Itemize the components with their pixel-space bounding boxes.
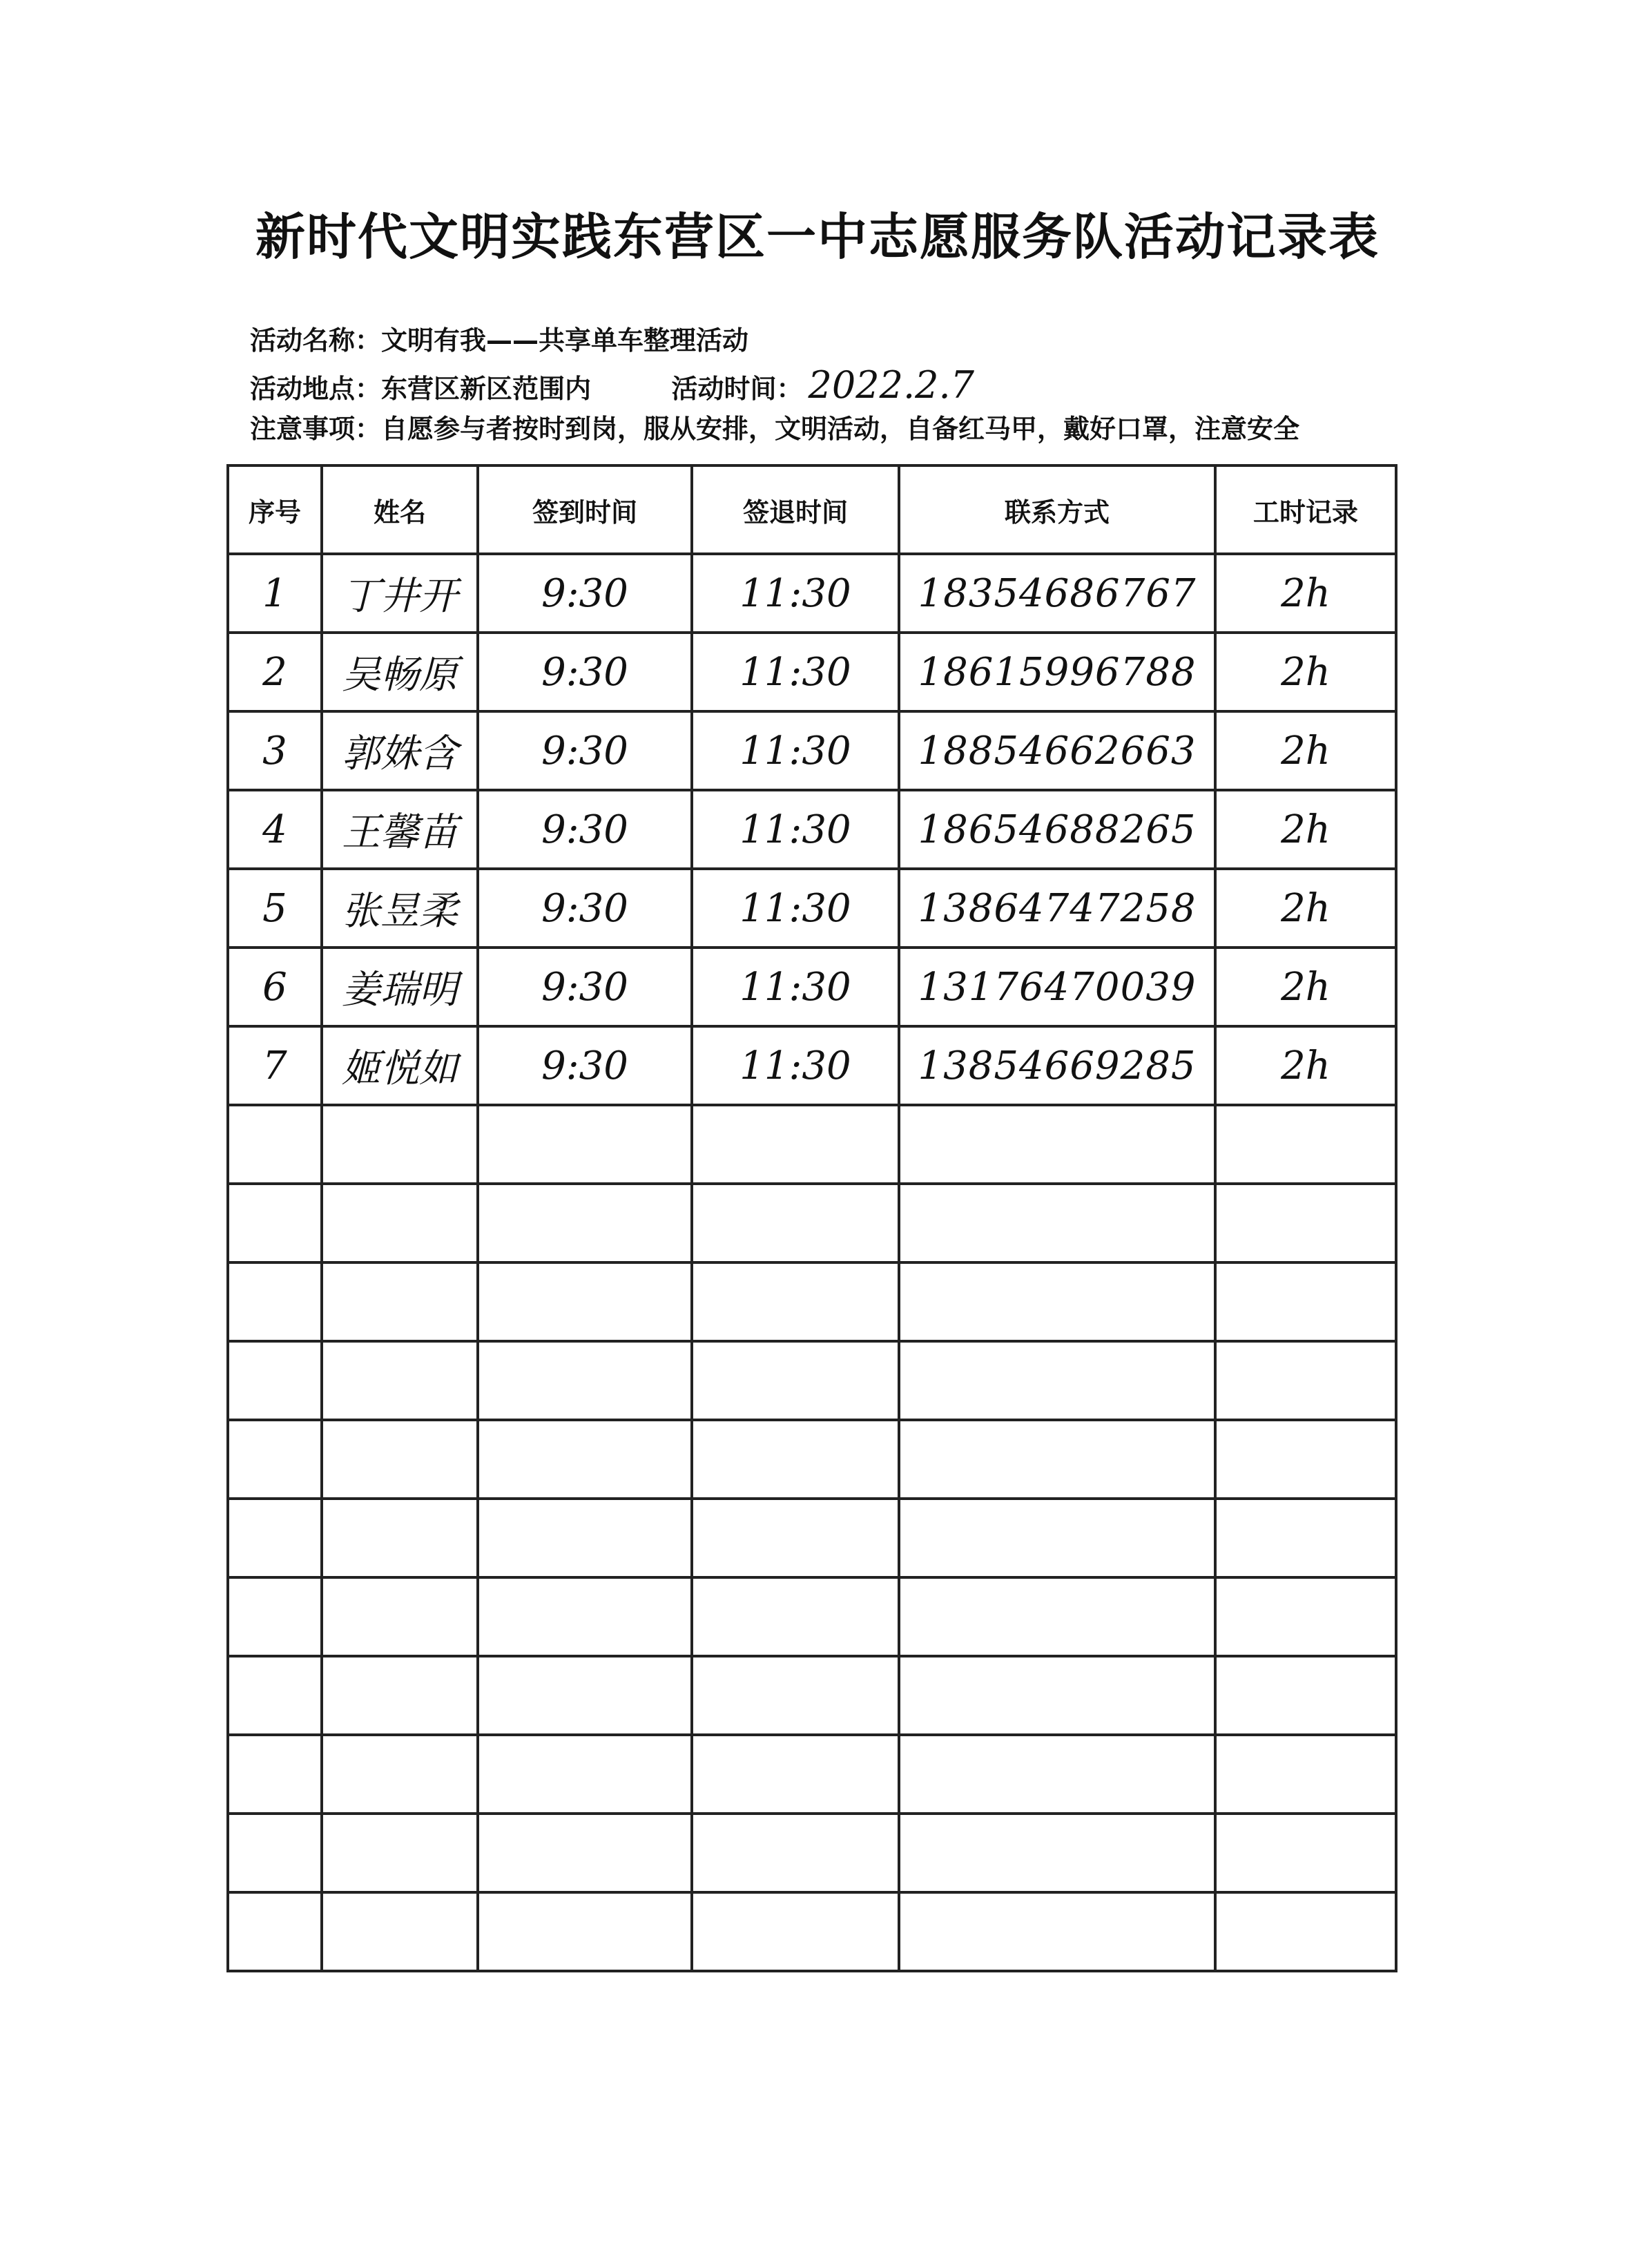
empty-cell-name (322, 1656, 478, 1735)
cell-contact: 13864747258 (899, 869, 1215, 948)
empty-cell-hours (1215, 1577, 1396, 1656)
table-row (228, 711, 1396, 790)
cell-hours: 2h (1215, 554, 1396, 633)
cell-checkout: 11:30 (692, 948, 899, 1026)
cell-checkout: 11:30 (692, 554, 899, 633)
header-no: 序号 (228, 465, 322, 554)
cell-no: 2 (228, 633, 322, 711)
empty-cell-no (228, 1892, 322, 1971)
empty-cell-checkin (478, 1341, 692, 1420)
cell-name: 吴畅原 (322, 633, 478, 711)
empty-cell-contact (899, 1262, 1215, 1341)
cell-name: 张昱柔 (322, 869, 478, 948)
cell-hours: 2h (1215, 948, 1396, 1026)
empty-cell-checkout (692, 1577, 899, 1656)
cell-name: 郭姝含 (322, 711, 478, 790)
empty-cell-no (228, 1262, 322, 1341)
table-row (228, 1026, 1396, 1105)
cell-name: 王馨苗 (322, 790, 478, 869)
activity-time-label: 活动时间： (671, 374, 803, 404)
cell-no: 1 (228, 554, 322, 633)
empty-cell-name (322, 1735, 478, 1814)
empty-cell-name (322, 1814, 478, 1892)
empty-cell-checkout (692, 1814, 899, 1892)
empty-cell-contact (899, 1341, 1215, 1420)
cell-checkout: 11:30 (692, 1026, 899, 1105)
empty-cell-hours (1215, 1184, 1396, 1262)
empty-table-row (228, 1577, 1396, 1656)
cell-name: 姜瑞明 (322, 948, 478, 1026)
cell-hours: 2h (1215, 711, 1396, 790)
empty-cell-hours (1215, 1656, 1396, 1735)
empty-cell-no (228, 1499, 322, 1577)
record-table (226, 464, 1397, 1972)
cell-checkin: 9:30 (478, 1026, 692, 1105)
empty-cell-contact (899, 1184, 1215, 1262)
cell-checkout: 11:30 (692, 790, 899, 869)
empty-cell-name (322, 1420, 478, 1499)
cell-hours: 2h (1215, 1026, 1396, 1105)
empty-cell-contact (899, 1735, 1215, 1814)
empty-cell-checkin (478, 1735, 692, 1814)
table-row (228, 869, 1396, 948)
empty-cell-hours (1215, 1735, 1396, 1814)
cell-checkout: 11:30 (692, 711, 899, 790)
cell-contact: 13176470039 (899, 948, 1215, 1026)
cell-contact: 18854662663 (899, 711, 1215, 790)
empty-cell-contact (899, 1577, 1215, 1656)
cell-checkin: 9:30 (478, 869, 692, 948)
cell-checkin: 9:30 (478, 790, 692, 869)
empty-cell-hours (1215, 1420, 1396, 1499)
cell-hours: 2h (1215, 869, 1396, 948)
empty-cell-no (228, 1735, 322, 1814)
cell-no: 4 (228, 790, 322, 869)
empty-cell-hours (1215, 1499, 1396, 1577)
empty-table-row (228, 1184, 1396, 1262)
empty-cell-no (228, 1105, 322, 1184)
empty-cell-checkout (692, 1420, 899, 1499)
empty-cell-contact (899, 1656, 1215, 1735)
table-header-row (228, 465, 1396, 554)
activity-time-value: 2022.2.7 (808, 363, 974, 407)
empty-cell-no (228, 1184, 322, 1262)
cell-checkout: 11:30 (692, 869, 899, 948)
cell-name: 丁井开 (322, 554, 478, 633)
table-row (228, 790, 1396, 869)
empty-cell-no (228, 1577, 322, 1656)
empty-cell-name (322, 1105, 478, 1184)
empty-table-row (228, 1499, 1396, 1577)
empty-cell-hours (1215, 1814, 1396, 1892)
cell-no: 6 (228, 948, 322, 1026)
empty-cell-no (228, 1656, 322, 1735)
table-row (228, 554, 1396, 633)
cell-hours: 2h (1215, 790, 1396, 869)
empty-cell-hours (1215, 1341, 1396, 1420)
cell-name: 姬悦如 (322, 1026, 478, 1105)
empty-cell-checkin (478, 1184, 692, 1262)
empty-table-row (228, 1105, 1396, 1184)
empty-table-row (228, 1420, 1396, 1499)
empty-cell-checkout (692, 1656, 899, 1735)
cell-checkout: 11:30 (692, 633, 899, 711)
cell-hours: 2h (1215, 633, 1396, 711)
empty-table-row (228, 1892, 1396, 1971)
empty-cell-name (322, 1499, 478, 1577)
header-name: 姓名 (322, 465, 478, 554)
empty-cell-checkin (478, 1814, 692, 1892)
empty-cell-checkin (478, 1892, 692, 1971)
cell-contact: 18615996788 (899, 633, 1215, 711)
empty-cell-checkout (692, 1735, 899, 1814)
cell-checkin: 9:30 (478, 554, 692, 633)
empty-cell-hours (1215, 1262, 1396, 1341)
empty-cell-name (322, 1577, 478, 1656)
activity-name-line (250, 319, 748, 357)
empty-cell-checkin (478, 1262, 692, 1341)
cell-contact: 13854669285 (899, 1026, 1215, 1105)
empty-cell-checkout (692, 1341, 899, 1420)
empty-cell-checkout (692, 1892, 899, 1971)
cell-no: 3 (228, 711, 322, 790)
cell-checkin: 9:30 (478, 633, 692, 711)
page-title: 新时代文明实践东营区一中志愿服务队活动记录表 (255, 208, 1380, 266)
empty-cell-name (322, 1892, 478, 1971)
activity-name-value: 文明有我——共享单车整理活动 (381, 325, 749, 356)
empty-cell-name (322, 1184, 478, 1262)
empty-cell-no (228, 1814, 322, 1892)
empty-cell-contact (899, 1814, 1215, 1892)
empty-cell-checkin (478, 1656, 692, 1735)
empty-cell-checkin (478, 1420, 692, 1499)
empty-cell-contact (899, 1420, 1215, 1499)
empty-cell-name (322, 1262, 478, 1341)
activity-place-value: 东营区新区范围内 (381, 374, 592, 404)
header-hours: 工时记录 (1215, 465, 1396, 554)
empty-table-row (228, 1262, 1396, 1341)
empty-cell-no (228, 1341, 322, 1420)
cell-no: 7 (228, 1026, 322, 1105)
cell-no: 5 (228, 869, 322, 948)
notes-label: 注意事项： (250, 414, 382, 444)
empty-cell-hours (1215, 1892, 1396, 1971)
activity-place-line (250, 363, 974, 407)
cell-checkin: 9:30 (478, 711, 692, 790)
empty-cell-contact (899, 1892, 1215, 1971)
empty-cell-contact (899, 1499, 1215, 1577)
table-row (228, 633, 1396, 711)
empty-cell-checkout (692, 1184, 899, 1262)
notes-value: 自愿参与者按时到岗，服从安排，文明活动，自备红马甲，戴好口罩，注意安全 (381, 414, 1300, 444)
empty-table-row (228, 1341, 1396, 1420)
empty-cell-checkout (692, 1105, 899, 1184)
activity-name-label: 活动名称： (250, 325, 382, 356)
cell-contact: 18654688265 (899, 790, 1215, 869)
empty-table-row (228, 1814, 1396, 1892)
empty-cell-hours (1215, 1105, 1396, 1184)
cell-checkin: 9:30 (478, 948, 692, 1026)
empty-cell-checkin (478, 1105, 692, 1184)
table-body (228, 554, 1396, 1971)
empty-cell-contact (899, 1105, 1215, 1184)
activity-place-label: 活动地点： (250, 374, 382, 404)
empty-cell-checkout (692, 1262, 899, 1341)
empty-cell-checkin (478, 1499, 692, 1577)
table-row (228, 948, 1396, 1026)
empty-cell-checkin (478, 1577, 692, 1656)
header-checkin: 签到时间 (478, 465, 692, 554)
notes-line (250, 407, 1299, 445)
empty-cell-name (322, 1341, 478, 1420)
header-contact: 联系方式 (899, 465, 1215, 554)
empty-table-row (228, 1656, 1396, 1735)
empty-table-row (228, 1735, 1396, 1814)
header-checkout: 签退时间 (692, 465, 899, 554)
empty-cell-checkout (692, 1499, 899, 1577)
empty-cell-no (228, 1420, 322, 1499)
cell-contact: 18354686767 (899, 554, 1215, 633)
